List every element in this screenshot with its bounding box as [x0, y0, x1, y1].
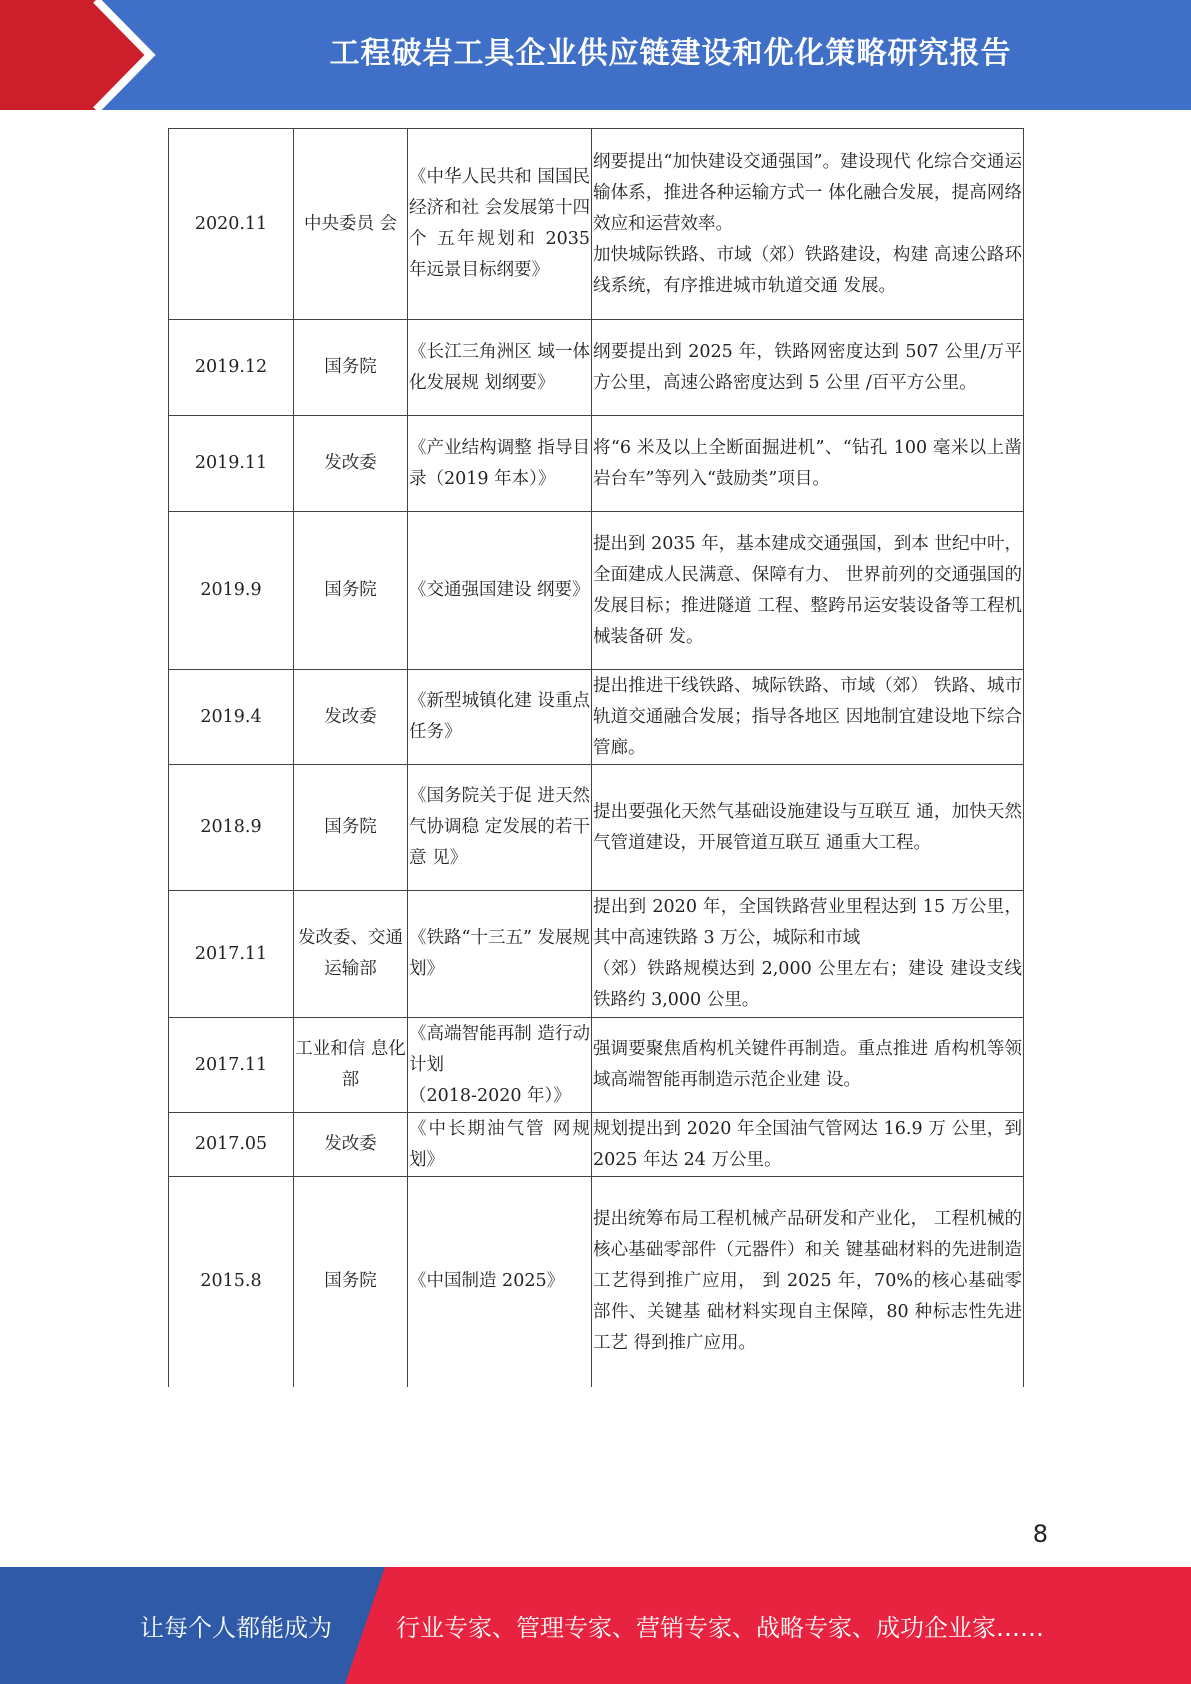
document-cell: 《产业结构调整 指导目录（2019 年本）》 — [408, 416, 592, 512]
table-row — [169, 1113, 1024, 1177]
table-row — [169, 765, 1024, 891]
document-cell: 《高端智能再制 造行动计划 （2018-2020 年）》 — [408, 1018, 592, 1113]
content-cell: 提出到 2020 年，全国铁路营业里程达到 15 万公里，其中高速铁路 3 万公，城际和市域 （郊）铁路规模达到 2,000 公里左右；建设 建设支线铁路约 3,000 公里。 — [592, 891, 1024, 1018]
table-row — [169, 416, 1024, 512]
content-cell: 将“6 米及以上全断面掘进机”、“钻孔 100 毫米以上凿岩台车”等列入“鼓励类”项目。 — [592, 416, 1024, 512]
document-cell: 《铁路“十三五” 发展规划》 — [408, 891, 592, 1018]
date-cell: 2015.8 — [169, 1177, 294, 1387]
content-cell: 纲要提出“加快建设交通强国”。建设现代 化综合交通运输体系，推进各种运输方式一 体化融合发展，提高网络效应和运营效率。 加快城际铁路、市域（郊）铁路建设，构建 高速公路环线系统，有序推进城市轨道交通 发展。 — [592, 129, 1024, 320]
org-cell: 工业和信 息化部 — [294, 1018, 408, 1113]
date-cell: 2020.11 — [169, 129, 294, 320]
org-cell: 发改委 — [294, 670, 408, 765]
policy-table — [168, 128, 1024, 1387]
table-row — [169, 320, 1024, 416]
table-row — [169, 129, 1024, 320]
org-cell: 发改委 — [294, 1113, 408, 1177]
content-cell: 提出推进干线铁路、城际铁路、市域（郊） 铁路、城市轨道交通融合发展；指导各地区 因地制宜建设地下综合管廊。 — [592, 670, 1024, 765]
table-row — [169, 670, 1024, 765]
table-row — [169, 1018, 1024, 1113]
document-cell: 《国务院关于促 进天然气协调稳 定发展的若干意 见》 — [408, 765, 592, 891]
date-cell: 2017.11 — [169, 891, 294, 1018]
page-footer — [0, 1567, 1191, 1684]
org-cell: 国务院 — [294, 512, 408, 670]
date-cell: 2017.05 — [169, 1113, 294, 1177]
table-row — [169, 1177, 1024, 1387]
content-cell: 强调要聚焦盾构机关键件再制造。重点推进 盾构机等领域高端智能再制造示范企业建 设。 — [592, 1018, 1024, 1113]
page-number: 8 — [1032, 1520, 1048, 1548]
content-cell: 提出要强化天然气基础设施建设与互联互 通，加快天然气管道建设，开展管道互联互 通重大工程。 — [592, 765, 1024, 891]
content-cell: 提出统筹布局工程机械产品研发和产业化， 工程机械的核心基础零部件（元器件）和关 键基础材料的先进制造工艺得到推广应用， 到 2025 年，70%的核心基础零部件、关键基 础材料实现自主保障，80 种标志性先进工艺 得到推广应用。 — [592, 1177, 1024, 1387]
org-cell: 发改委 — [294, 416, 408, 512]
org-cell: 中央委员 会 — [294, 129, 408, 320]
content-cell: 提出到 2035 年，基本建成交通强国，到本 世纪中叶，全面建成人民满意、保障有力、 世界前列的交通强国的发展目标；推进隧道 工程、整跨吊运安装设备等工程机械装备研 发。 — [592, 512, 1024, 670]
document-cell: 《新型城镇化建 设重点任务》 — [408, 670, 592, 765]
org-cell: 国务院 — [294, 320, 408, 416]
date-cell: 2019.12 — [169, 320, 294, 416]
org-cell: 国务院 — [294, 765, 408, 891]
content-cell: 规划提出到 2020 年全国油气管网达 16.9 万 公里，到 2025 年达 24 万公里。 — [592, 1113, 1024, 1177]
document-cell: 《中长期油气管 网规划》 — [408, 1113, 592, 1177]
footer-slogan-right: 行业专家、管理专家、营销专家、战略专家、成功企业家…… — [396, 1614, 1044, 1642]
table-row — [169, 512, 1024, 670]
date-cell: 2019.11 — [169, 416, 294, 512]
table-row — [169, 891, 1024, 1018]
date-cell: 2018.9 — [169, 765, 294, 891]
date-cell: 2019.9 — [169, 512, 294, 670]
footer-slogan-left: 让每个人都能成为 — [140, 1614, 332, 1642]
document-cell: 《交通强国建设 纲要》 — [408, 512, 592, 670]
document-cell: 《中国制造 2025》 — [408, 1177, 592, 1387]
content-cell: 纲要提出到 2025 年，铁路网密度达到 507 公里/万平方公里，高速公路密度达到 5 公里 /百平方公里。 — [592, 320, 1024, 416]
report-title: 工程破岩工具企业供应链建设和优化策略研究报告 — [329, 36, 1012, 71]
org-cell: 发改委、交通运输部 — [294, 891, 408, 1018]
date-cell: 2019.4 — [169, 670, 294, 765]
document-cell: 《中华人民共和 国国民经济和社 会发展第十四个 五年规划和 2035 年远景目标纲要》 — [408, 129, 592, 320]
header-arrow-decoration — [0, 0, 160, 110]
org-cell: 国务院 — [294, 1177, 408, 1387]
document-cell: 《长江三角洲区 域一体化发展规 划纲要》 — [408, 320, 592, 416]
page-header — [0, 0, 1191, 110]
date-cell: 2017.11 — [169, 1018, 294, 1113]
